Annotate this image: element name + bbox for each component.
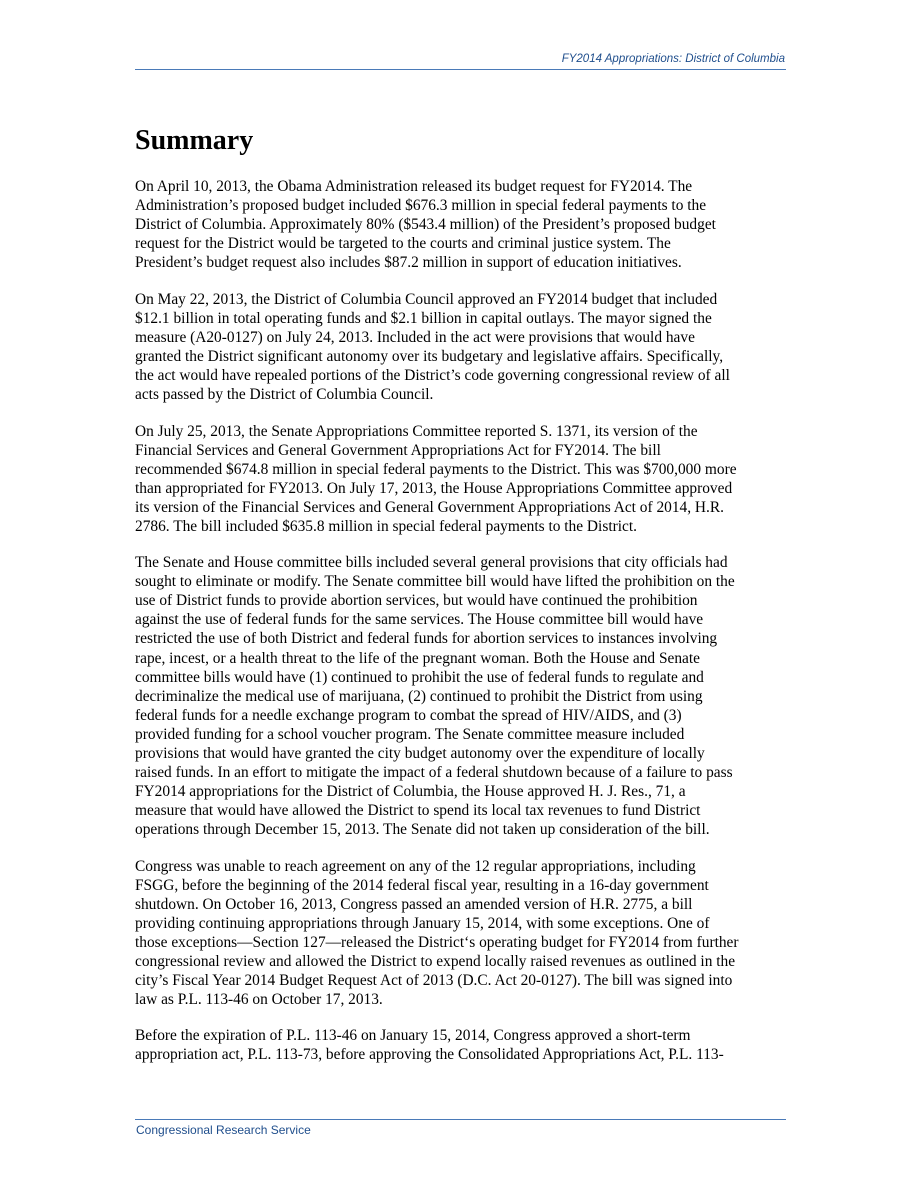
paragraph-line: provisions that would have granted the city budget autonomy over the expenditure of locally [135, 744, 705, 762]
paragraph-line: law as P.L. 113-46 on October 17, 2013. [135, 990, 383, 1008]
paragraph-line: Administration’s proposed budget included $676.3 million in special federal payments to the [135, 197, 707, 215]
paragraph-line: decriminalize the medical use of marijuana, (2) continued to prohibit the District from using [135, 687, 703, 705]
paragraph-line: use of District funds to provide abortion services, but would have continued the prohibition [135, 592, 698, 610]
paragraph-line: against the use of federal funds for the same services. The House committee bill would have [135, 611, 704, 629]
paragraph-line: committee bills would have (1) continued to prohibit the use of federal funds to regulate and [135, 668, 704, 686]
paragraph-line: measure (A20-0127) on July 24, 2013. Included in the act were provisions that would have [135, 328, 695, 346]
paragraph-line: shutdown. On October 16, 2013, Congress passed an amended version of H.R. 2775, a bill [135, 895, 693, 913]
body-paragraph [135, 857, 790, 1009]
paragraph-line: On April 10, 2013, the Obama Administration released its budget request for FY2014. The [135, 178, 693, 195]
paragraph-line: than appropriated for FY2013. On July 17, 2013, the House Appropriations Committee approved [135, 479, 733, 497]
paragraph-line: its version of the Financial Services and General Government Appropriations Act of 2014, H.R. [135, 498, 724, 516]
paragraph-line: granted the District significant autonomy over its budgetary and legislative affairs. Specifically, [135, 347, 724, 365]
page-title: Summary [135, 125, 254, 156]
paragraph-line: District of Columbia. Approximately 80% ($543.4 million) of the President’s proposed budget [135, 216, 716, 234]
paragraph-line: federal funds for a needle exchange program to combat the spread of HIV/AIDS, and (3) [135, 706, 682, 724]
paragraph-line: appropriation act, P.L. 113-73, before approving the Consolidated Appropriations Act, P.L. 113- [135, 1046, 724, 1064]
paragraph-line: recommended $674.8 million in special federal payments to the District. This was $700,000 more [135, 460, 737, 478]
paragraph-line: restricted the use of both District and federal funds for abortion services to instances involving [135, 630, 718, 648]
footer-divider [135, 1119, 786, 1120]
paragraph-line: The Senate and House committee bills included several general provisions that city officials had [135, 554, 728, 572]
paragraph-line: Financial Services and General Government Appropriations Act for FY2014. The bill [135, 441, 661, 459]
paragraph-line: FSGG, before the beginning of the 2014 federal fiscal year, resulting in a 16-day government [135, 876, 709, 894]
paragraph-line: sought to eliminate or modify. The Senate committee bill would have lifted the prohibition on the [135, 573, 735, 591]
paragraph-line: the act would have repealed portions of the District’s code governing congressional review of all [135, 366, 730, 384]
body-paragraph [135, 177, 790, 272]
paragraph-line: Congress was unable to reach agreement on any of the 12 regular appropriations, including [135, 857, 696, 875]
paragraph-line: FY2014 appropriations for the District of Columbia, the House approved H. J. Res., 71, a [135, 782, 686, 800]
paragraph-line: provided funding for a school voucher program. The Senate committee measure included [135, 725, 685, 743]
paragraph-line: $12.1 billion in total operating funds and $2.1 billion in capital outlays. The mayor signed the [135, 309, 712, 327]
paragraph-line: acts passed by the District of Columbia Council. [135, 385, 434, 403]
paragraph-line: raised funds. In an effort to mitigate the impact of a federal shutdown because of a failure to pass [135, 763, 733, 781]
document-body [135, 177, 790, 1082]
paragraph-line: On May 22, 2013, the District of Columbia Council approved an FY2014 budget that included [135, 290, 718, 308]
paragraph-line: rape, incest, or a health threat to the life of the pregnant woman. Both the House and Senate [135, 649, 700, 667]
paragraph-line: those exceptions—Section 127—released the District‘s operating budget for FY2014 from further [135, 933, 739, 951]
paragraph-line: measure that would have allowed the District to spend its local tax revenues to fund District [135, 801, 701, 819]
running-header: FY2014 Appropriations: District of Columbia [561, 53, 785, 65]
body-paragraph [135, 553, 790, 839]
header-divider [135, 69, 786, 70]
body-paragraph [135, 290, 790, 404]
body-paragraph [135, 422, 790, 536]
body-paragraph [135, 1026, 790, 1064]
paragraph-line: congressional review and allowed the District to expend locally raised revenues as outlined in the [135, 952, 736, 970]
paragraph-line: Before the expiration of P.L. 113-46 on January 15, 2014, Congress approved a short-term [135, 1027, 691, 1045]
paragraph-line: request for the District would be targeted to the courts and criminal justice system. The [135, 235, 671, 253]
paragraph-line: President’s budget request also includes $87.2 million in support of education initiatives. [135, 254, 682, 272]
paragraph-line: On July 25, 2013, the Senate Appropriations Committee reported S. 1371, its version of the [135, 422, 698, 440]
paragraph-line: city’s Fiscal Year 2014 Budget Request Act of 2013 (D.C. Act 20-0127). The bill was signed into [135, 971, 733, 989]
paragraph-line: 2786. The bill included $635.8 million in special federal payments to the District. [135, 517, 637, 535]
paragraph-line: providing continuing appropriations through January 15, 2014, with some exceptions. One of [135, 914, 710, 932]
paragraph-line: operations through December 15, 2013. The Senate did not taken up consideration of the bill. [135, 820, 710, 838]
footer-publisher: Congressional Research Service [136, 1123, 311, 1137]
